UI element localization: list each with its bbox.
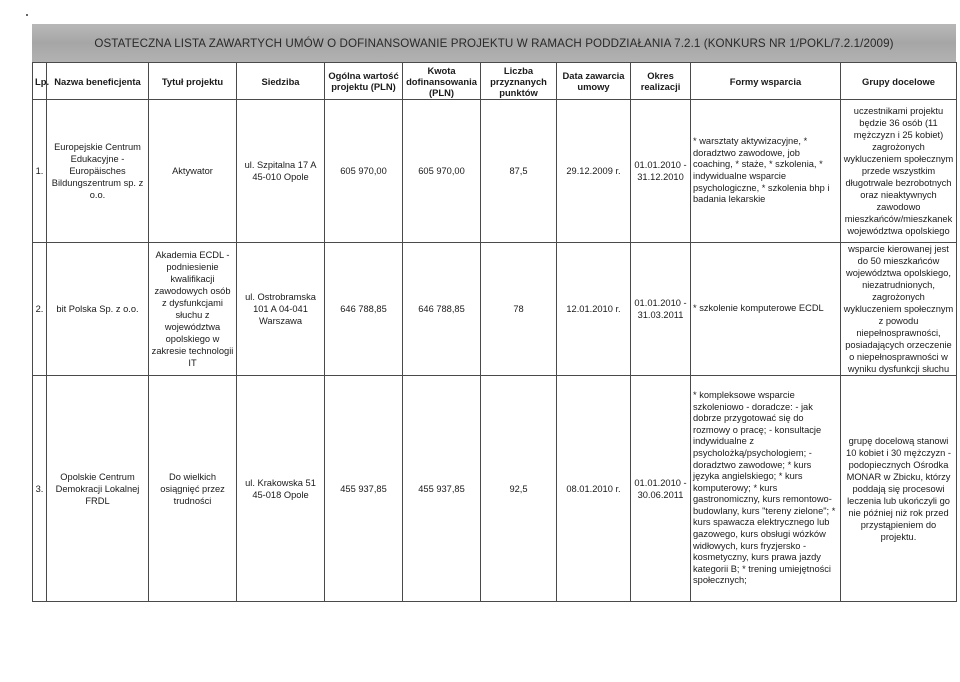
cell-kwota: 646 788,85 bbox=[403, 243, 481, 376]
cell-kwota: 455 937,85 bbox=[403, 376, 481, 602]
table-row bbox=[33, 100, 957, 243]
cell-data: 12.01.2010 r. bbox=[557, 243, 631, 376]
cell-kwota: 605 970,00 bbox=[403, 100, 481, 243]
cell-beneficjent: bit Polska Sp. z o.o. bbox=[47, 243, 149, 376]
cell-grupy: uczestnikami projektu będzie 36 osób (11 mężczyzn i 25 kobiet) zagrożonych wykluczeniem społecznym przede wszystkim długotrwale bezrobotnych oraz nieaktywnych zawodowo mieszkańców/mieszkanek województwa opolskiego bbox=[841, 100, 957, 243]
cell-wartosc: 646 788,85 bbox=[325, 243, 403, 376]
cell-lp: 1. bbox=[33, 100, 47, 243]
header-kwota: Kwota dofinansowania (PLN) bbox=[403, 63, 481, 100]
header-formy: Formy wsparcia bbox=[691, 63, 841, 100]
document-title: OSTATECZNA LISTA ZAWARTYCH UMÓW O DOFINANSOWANIE PROJEKTU W RAMACH PODDZIAŁANIA 7.2.1 (KONKURS NR 1/POKL/7.2.1/2009) bbox=[32, 24, 956, 62]
header-punkty: Liczba przyznanych punktów bbox=[481, 63, 557, 100]
cell-lp: 2. bbox=[33, 243, 47, 376]
header-okres: Okres realizacji bbox=[631, 63, 691, 100]
header-wartosc: Ogólna wartość projektu (PLN) bbox=[325, 63, 403, 100]
cell-okres: 01.01.2010 - 31.03.2011 bbox=[631, 243, 691, 376]
header-grupy: Grupy docelowe bbox=[841, 63, 957, 100]
cell-okres: 01.01.2010 - 30.06.2011 bbox=[631, 376, 691, 602]
contracts-table bbox=[32, 62, 957, 602]
header-siedziba: Siedziba bbox=[237, 63, 325, 100]
cell-beneficjent: Opolskie Centrum Demokracji Lokalnej FRDL bbox=[47, 376, 149, 602]
cell-siedziba: ul. Szpitalna 17 A 45-010 Opole bbox=[237, 100, 325, 243]
cell-formy: * kompleksowe wsparcie szkoleniowo - doradcze: - jak dobrze przygotować się do rozmowy o pracę; - konsultacje indywidualne z psycholożką/psychologiem; - doradztwo zawodowe; * kurs języka angielskiego; * kurs komputerowy; * kurs gastronomiczny, kurs remontowo-budowlany, kurs "tereny zielone"; * kurs spawacza elektrycznego lub gazowego, kurs obsługi wózków widłowych, kurs fryzjersko - kosmetyczny, kurs prawa jazdy kategorii B; * trening umiejętności społecznych; bbox=[691, 376, 841, 602]
cell-formy: * szkolenie komputerowe ECDL bbox=[691, 243, 841, 376]
cell-okres: 01.01.2010 - 31.12.2010 bbox=[631, 100, 691, 243]
cell-data: 29.12.2009 r. bbox=[557, 100, 631, 243]
cell-data: 08.01.2010 r. bbox=[557, 376, 631, 602]
header-beneficjent: Nazwa beneficjenta bbox=[47, 63, 149, 100]
cell-siedziba: ul. Krakowska 51 45-018 Opole bbox=[237, 376, 325, 602]
header-tytul: Tytuł projektu bbox=[149, 63, 237, 100]
cell-wartosc: 455 937,85 bbox=[325, 376, 403, 602]
table-row bbox=[33, 243, 957, 376]
cell-formy: * warsztaty aktywizacyjne, * doradztwo zawodowe, job coaching, * staże, * szkolenia, * indywidualne wsparcie psychologiczne, * szkolenia bhp i badania lekarskie bbox=[691, 100, 841, 243]
cell-grupy: wsparcie kierowanej jest do 50 mieszkańców województwa opolskiego, niezatrudnionych, zagrożonych wykluczeniem społecznym z powodu niepełnosprawności, posiadających orzeczenie o niepełnosprawności w wyniku dysfunkcji słuchu bbox=[841, 243, 957, 376]
cell-siedziba: ul. Ostrobramska 101 A 04-041 Warszawa bbox=[237, 243, 325, 376]
cell-punkty: 87,5 bbox=[481, 100, 557, 243]
cell-wartosc: 605 970,00 bbox=[325, 100, 403, 243]
table-row bbox=[33, 376, 957, 602]
header-lp: Lp. bbox=[33, 63, 47, 100]
header-data: Data zawarcia umowy bbox=[557, 63, 631, 100]
cell-tytul: Akademia ECDL - podniesienie kwalifikacji zawodowych osób z dysfunkcjami słuchu z województwa opolskiego w zakresie technologii IT bbox=[149, 243, 237, 376]
cell-grupy: grupę docelową stanowi 10 kobiet i 30 mężczyzn - podopiecznych Ośrodka MONAR w Zbicku, którzy poddają się procesowi leczenia lub ukończyli go nie później niż rok przed przystąpieniem do projektu. bbox=[841, 376, 957, 602]
cell-tytul: Aktywator bbox=[149, 100, 237, 243]
cell-lp: 3. bbox=[33, 376, 47, 602]
header-row bbox=[33, 63, 957, 100]
cell-beneficjent: Europejskie Centrum Edukacyjne - Europäisches Bildungszentrum sp. z o.o. bbox=[47, 100, 149, 243]
cell-punkty: 92,5 bbox=[481, 376, 557, 602]
cell-tytul: Do wielkich osiągnięć przez trudności bbox=[149, 376, 237, 602]
cell-punkty: 78 bbox=[481, 243, 557, 376]
scan-speck bbox=[26, 14, 28, 16]
